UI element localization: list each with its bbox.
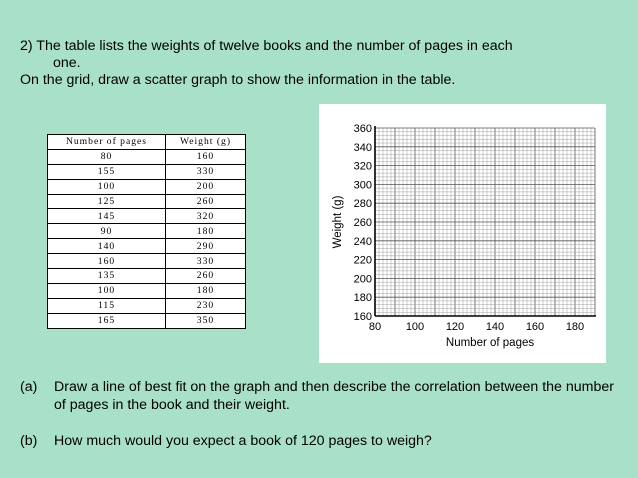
x-tick-label: 120: [445, 321, 465, 333]
cell-weight: 260: [166, 194, 246, 209]
y-axis-title: Weight (g): [332, 195, 344, 249]
part-a: [20, 378, 620, 414]
x-tick-label: 140: [485, 321, 505, 333]
scatter-grid[interactable]: [319, 104, 606, 363]
table-row: [48, 254, 246, 269]
table-row: [48, 149, 246, 164]
table-row: [48, 283, 246, 298]
cell-pages: 90: [48, 224, 166, 239]
y-tick-label: 240: [353, 235, 372, 248]
part-a-label: (a): [20, 379, 38, 395]
header-pages: Number of pages: [48, 135, 166, 150]
cell-weight: 350: [166, 313, 246, 328]
cell-pages: 115: [48, 298, 166, 313]
question-intro: [20, 38, 620, 89]
x-tick-label: 160: [525, 321, 545, 333]
cell-weight: 330: [166, 254, 246, 269]
cell-weight: 260: [166, 269, 246, 284]
x-axis-title: Number of pages: [445, 337, 535, 349]
cell-pages: 125: [48, 194, 166, 209]
table-row: [48, 164, 246, 179]
intro-line-2: one.: [53, 55, 81, 71]
table-row: [48, 224, 246, 239]
cell-weight: 320: [166, 209, 246, 224]
table-row: [48, 209, 246, 224]
table-row: [48, 298, 246, 313]
x-tick-label: 80: [368, 321, 382, 333]
cell-pages: 145: [48, 209, 166, 224]
cell-weight: 180: [166, 283, 246, 298]
header-weight: Weight (g): [166, 135, 246, 150]
cell-pages: 140: [48, 239, 166, 254]
x-tick-label: 100: [405, 321, 425, 333]
book-data-table: [47, 134, 246, 329]
table-row: [48, 269, 246, 284]
y-tick-label: 320: [353, 160, 372, 173]
intro-line-1: 2) The table lists the weights of twelve books and the number of pages in each: [20, 38, 513, 54]
table-row: [48, 313, 246, 328]
cell-pages: 135: [48, 269, 166, 284]
cell-weight: 200: [166, 179, 246, 194]
y-tick-label: 340: [353, 141, 372, 154]
table-header-row: [48, 135, 246, 150]
part-b-text: How much would you expect a book of 120 pages to weigh?: [54, 433, 432, 449]
y-tick-label: 160: [353, 311, 372, 323]
cell-weight: 160: [166, 149, 246, 164]
cell-weight: 330: [166, 164, 246, 179]
y-tick-label: 200: [353, 273, 372, 286]
x-tick-label: 180: [565, 321, 585, 333]
table-row: [48, 239, 246, 254]
table-row: [48, 179, 246, 194]
graph-panel: [319, 104, 606, 363]
cell-pages: 100: [48, 283, 166, 298]
part-a-text: Draw a line of best fit on the graph and then describe the correlation between the number of pages in the book and their weight.: [54, 379, 614, 413]
y-tick-label: 180: [353, 292, 372, 305]
y-tick-label: 220: [353, 254, 372, 267]
cell-pages: 160: [48, 254, 166, 269]
cell-weight: 180: [166, 224, 246, 239]
cell-pages: 155: [48, 164, 166, 179]
y-tick-label: 260: [353, 217, 372, 229]
y-tick-label: 300: [353, 179, 372, 192]
cell-weight: 290: [166, 239, 246, 254]
y-tick-label: 360: [353, 123, 372, 135]
cell-pages: 165: [48, 313, 166, 328]
question-parts: [20, 378, 620, 468]
table-row: [48, 194, 246, 209]
part-b: [20, 432, 620, 450]
table-body: [48, 149, 246, 328]
part-b-label: (b): [20, 433, 38, 449]
cell-pages: 80: [48, 149, 166, 164]
y-tick-label: 280: [353, 198, 372, 211]
cell-weight: 230: [166, 298, 246, 313]
intro-line-3: On the grid, draw a scatter graph to show the information in the table.: [20, 72, 456, 88]
cell-pages: 100: [48, 179, 166, 194]
